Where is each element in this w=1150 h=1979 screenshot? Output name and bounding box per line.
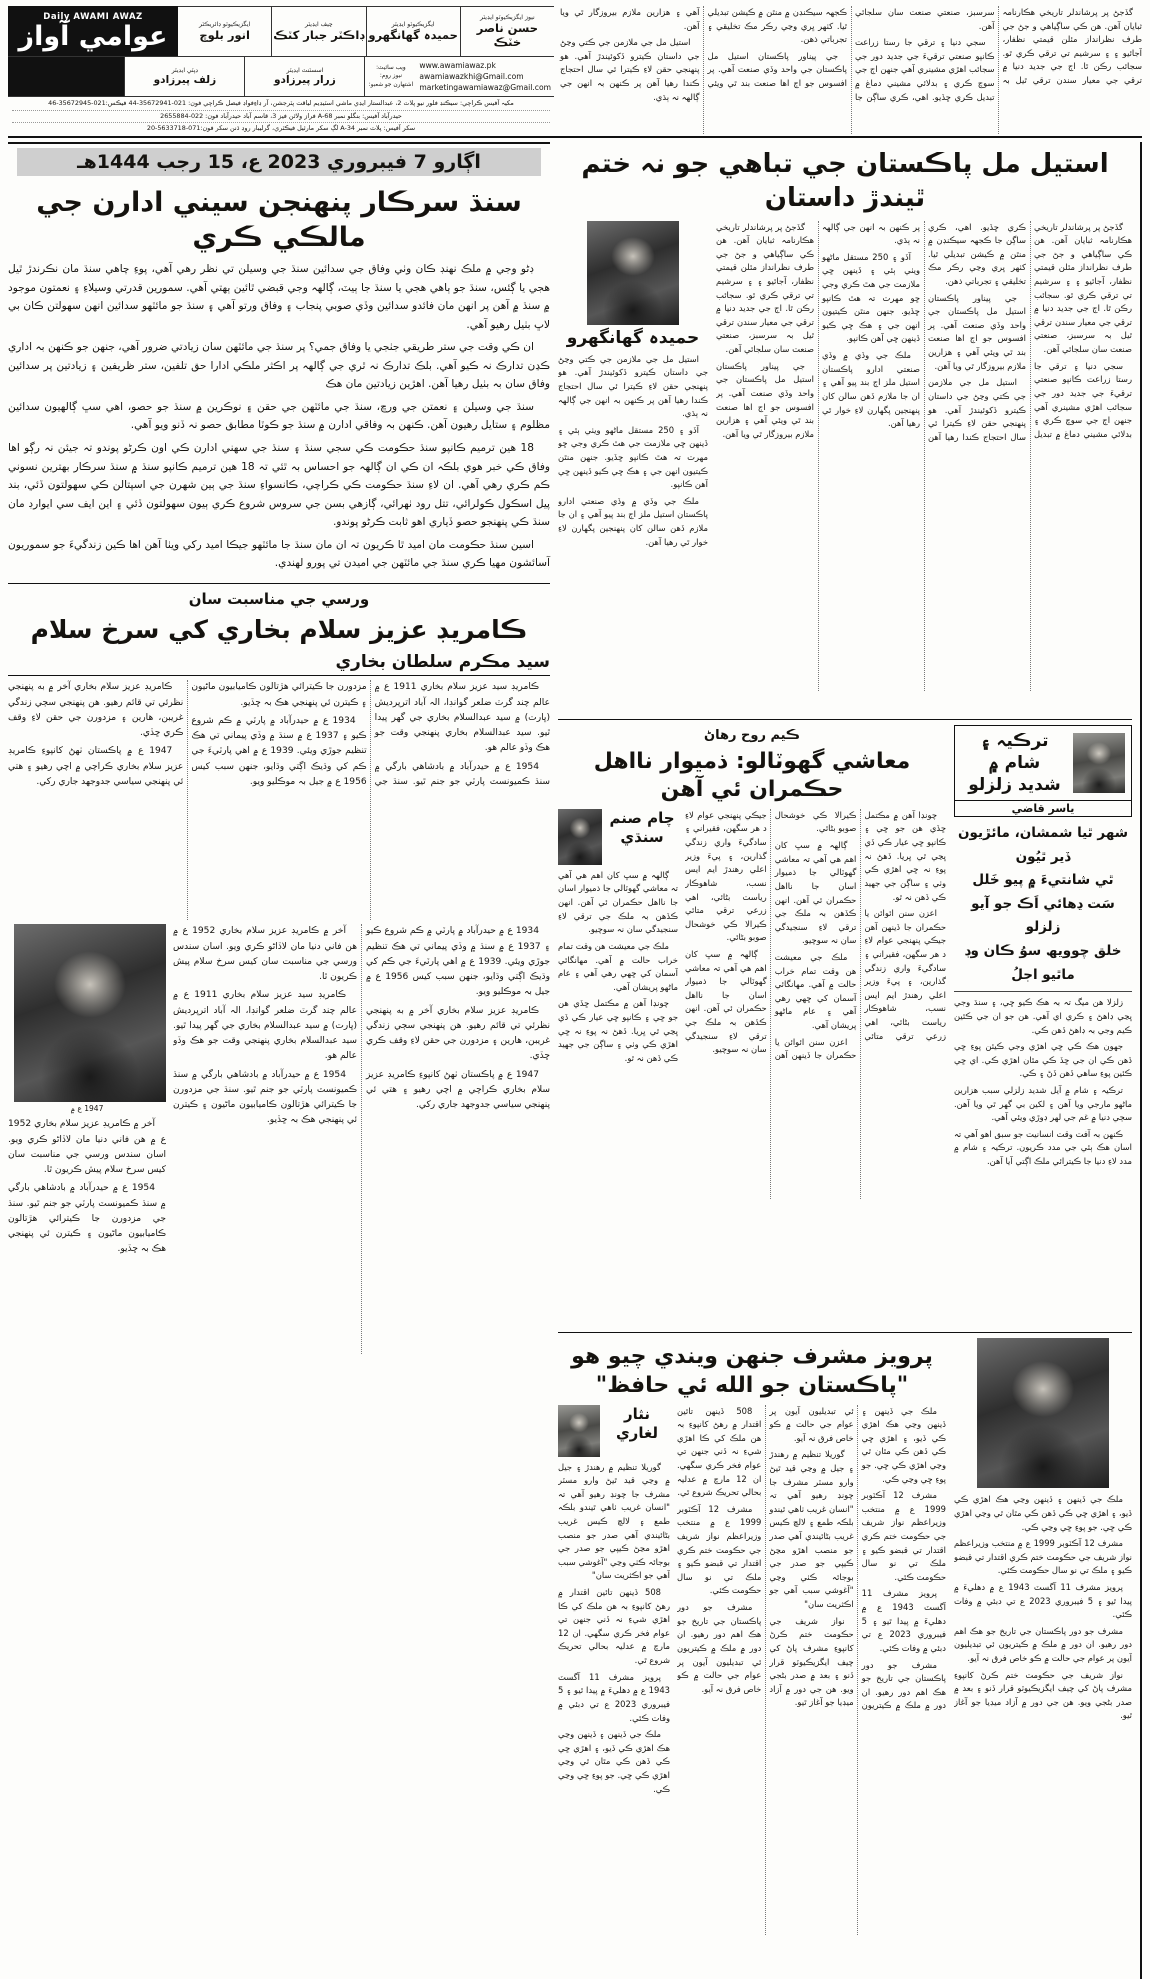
memorial-p: 1947 ع ۾ پاڪستان ٺهڻ کانپوءِ ڪامريڊ عزيز سلام بخاري ڪراچي ۾ اچي رهيو ۽ هتي ئي پنهنجي سياسي جدوجهد جاري رکي. <box>366 1069 550 1111</box>
staff-exec-editor <box>366 6 460 56</box>
mush-body-p: مشرف 12 آڪٽوبر 1999 ع ۾ منتخب وزيراعظم نواز شريف جي حڪومت ختم ڪري اقتدار تي قبضو ڪيو ۽ ملڪ تي نو سال حڪومت ڪئي. <box>861 1490 946 1582</box>
staff-news-exec-editor <box>460 6 554 56</box>
editorial-p: اسين سنڌ حڪومت مان اميد ٿا ڪريون تہ ان مان سنڌ جا مائٽهو جيڪا اميد رکي ويٺا آهن اها ڪين زندگيءَ جو سموريون آسائشون مهيا ڪري سنڌ جي مائٽهن جي اميدن تي پورو لهندي. <box>8 538 550 570</box>
label-ads: اشتهارن جو شعبو: <box>368 82 414 89</box>
mush-body-p: پرويز مشرف 11 آگسٽ 1943 ع ۾ دهليءَ ۾ پيدا ٿيو ۽ 5 فيبروري 2023 ع تي دبئي ۾ وفات ڪئي. <box>861 1588 946 1653</box>
label-website: ويب سائيٽ: <box>376 64 406 71</box>
logo-english-text: Daily AWAMI AWAZ <box>43 12 143 23</box>
masthead-nameplate-block <box>8 6 554 136</box>
mush-body-p: مشرف جو دور پاڪستان جي تاريخ جو هڪ اهم دور رهيو. ان دور ۾ ملڪ ۾ ڪيتريون ئي تبديليون آيون پر عوام جي حالت ۾ ڪو خاص فرق نہ آيو. <box>677 1602 762 1694</box>
staff-role: ڊپٽي ايڊيٽر <box>171 66 199 74</box>
mush-body-p: نواز شريف جي حڪومت ختم ڪرڻ کانپوءِ مشرف پاڻ کي چيف ايگزيڪيوٽو قرار ڏنو ۽ بعد ۾ صدر بڻجي ويو. هن جي دور ۾ آزاد ميڊيا جو آغاز ٿيو. <box>769 1615 854 1708</box>
editorial-headline[interactable]: سنڌ سرڪار پنهنجن سيني ادارن جي مالڪي ڪري <box>36 187 522 254</box>
eq-body-p: ڪنهن بہ آفت وقت انسانيت جو سبق اهو آهي تہ اسان هڪ ٻئي جي مدد ڪريون. ترڪيہ ۽ شام ۾ مدد لاءِ دنيا جا ڪيترائي ملڪ اڳتي آيا آهن. <box>954 1128 1132 1167</box>
steel-body-p: آڏو ۽ 250 مستقل ماڻهو ويٺي ٻئي ۽ ڏينهن ڇي ملازمت جي هٿ ڪري وجي ڇو مهرت تہ هٿ ڪانپو ڇڏيو. جنهن منٿن ڪيتيون انهن جي ۽ هڪ ڇي ڪيو ڏينهن ڇي آهن ڪانپو. <box>822 251 920 344</box>
spill-text: سجي دنيا ۽ ترقي جا رستا زراعت ڪانپو صنعتي ترقيءَ جي جديد دور جي سجائب اهڙي مشينري آهي جنهن اڄ جي سوچ ڪري ۽ بدلائي مشيني دماغ ۾ تبديل ڪري ڇڏيو. اهي، ڪري ساڳن جا ڪجهہ سيڪنڊن ۾ منٿن ۾ ڪيشن تبديلي ٿيا. کٺهر ڀري وڃي رڪر مڪ تخليقي ۽ تجرباتي ذهن. <box>707 7 995 102</box>
address-sukkur: سکر آفيس: پلاٽ نمبر A-34 لڳ سکر مارئيل فيڪٽري، گرليبار روڊ ڌنن سکر فون:071-5633718-20 <box>146 124 416 133</box>
article-musharraf <box>558 1338 1132 1973</box>
divider-rule <box>558 719 1132 720</box>
earthquake-verses <box>954 822 1132 987</box>
article-memorial-bukhari <box>8 590 550 1356</box>
divider-rule <box>558 1332 1132 1333</box>
econ-body-p: اعزن سنن ائوائن يا حڪمران جا ڏينهن آهن جيڪي پنهنجي عوام لاءِ د هر سگهن، فقيراني ۽ سادگيءَ واري زندگي گذارين، ۽ پيءَ وزير اعلي رهندڙ ايم ايس نسب، شاهوڪار رياست بڻائي، اهي زرعي ترقي متائي ڪيرالا ڪي خوشحال صوبو بڻائي. <box>685 809 857 1061</box>
mush-body-p: مشرف 12 آڪٽوبر 1999 ع ۾ منتخب وزيراعظم نواز شريف جي حڪومت ختم ڪري اقتدار تي قبضو ڪيو ۽ ملڪ تي نو سال حڪومت ڪئي. <box>677 1503 762 1596</box>
contact-web-list <box>416 57 554 96</box>
musharraf-headline[interactable]: پرويز مشرف جنهن ويندي چيو هو "پاڪستان جو الله ئي حافظ" <box>571 1344 933 1398</box>
nameplate-logo-fill <box>8 57 124 96</box>
econ-side-p: ملڪ جي معيشت هن وقت تمام خراب حالت ۾ آهي. مهانگائي آسمان کي ڇهي رهي آهي ۽ عام ماڻهو پريشان آهي. <box>558 940 678 992</box>
portrait-yasir-qazi <box>1073 733 1125 793</box>
mush-side2-p: ملڪ جي ڏينهن ۽ ڏينهن وڃي هڪ اهڙي ڪي ڏيو، ۽ اهڙي ڇي ڪي ڏهن ڪي مٿان ٿي وڃي اهڙي ڪي ڇي. جو پوءِ ڇي وڃي ڪي. <box>558 1729 670 1794</box>
musharraf-byline-l2: لغاري <box>615 1424 659 1443</box>
editorial-p: ڊڻو وجي ۾ ملڪ نهنڊ ڪان وٺي وفاق جي سدائين سنڌ جي وسيلن تي نظر رهي آهي، پوءِ چاهي سنڌ مان نڪرندڙ ٿيل هجي يا ڳئس، سنڌ جو ٻاهي هجي يا سنڌ جا ٻيٽ، ڳالهہ وجي قبضي ٿائين ٻهتي آهي. سمورين قدرتي وسيلاءِ ۽ نعمتون موجود ۾ سنڌ ۾ آهن پر انهن مان فائدو سدائين وڏي صوبي پنجاب ۽ وفاق ورتو آهي ۽ سنڌ جو مائٽهو سدائين انهن سهولتن ڪان بي لاڀ بٺيل رهيو آهي. <box>8 263 550 331</box>
econ-side-p: چونڊا آهن ۾ مڪتمل ڇڏي هن جو ڇي ۽ ڪانپو ڇي عيار ڪي ڏي ڀڃي ٿي ڀريا. ڏهڻ نہ پوءِ نہ ڇي اهڙي ڪي وٺي ۽ ساڳن جي جهيد ڪي ڏهن نہ ٿو. <box>558 998 678 1063</box>
masthead-mid-row <box>8 56 554 96</box>
article-earthquake <box>954 725 1132 1327</box>
steel-mill-headline[interactable]: استيل مل پاڪستان جي تباهي جو نہ ختم ٿيندڙ داستان <box>581 149 1109 213</box>
article-lead-editorial <box>8 185 550 584</box>
memorial-p: 1954 ع ۾ حيدرآباد ۾ بادشاهي بارگي ۾ سنڌ ڪميونسٽ پارٽي جو جنم ٿيو. سنڌ جي مزدورن جا ڪيترائي هڙتالون ڪاميابيون ماڻيون ۽ ڪيترن ئي پنهنجي هڪ بہ ڇڏيو. <box>173 1069 357 1126</box>
mush-body-p: ملڪ جي ڏينهن ۽ ڏينهن وڃي هڪ اهڙي ڪي ڏيو، ۽ اهڙي ڇي ڪي ڏهن ڪي مٿان ٿي وڃي اهڙي ڪي ڇي. جو پوءِ ڇي وڃي ڪي. <box>861 1405 946 1484</box>
masthead <box>8 6 1142 138</box>
earthquake-headline-box[interactable] <box>954 725 1132 801</box>
memorial-p: ڪامريڊ سيد عزيز سلام بخاري 1911 ع ۾ عالم چند گرٽ ضلعر گوانڊا، الہ آباد اترپرديش (ڀارت) ۾ سيد عبدالسلام بخاري جي گهر پيدا ٿيو. سيد عبدالسلام بخاري پنهنجي وقت جو هڪ وڏو عالم هو. <box>173 990 357 1062</box>
memorial-kicker: ورسي جي مناسبت سان <box>188 589 370 608</box>
office-addresses <box>8 96 554 136</box>
memorial-p: 1934 ع ۾ حيدرآباد ۾ پارٽي ۾ ڪم شروع ڪيو ۽ 1937 ع ۾ سنڌ ۾ وڏي پيماني تي هڪ تنظيم جوڙي ويئي. 1939 ع ۾ اهي پارٽيءَ جي ڪم کي وڌيڪ اڳتي وڌايو، جنهن سبب کيس 1956 ع ۾ جيل بہ موڪليو ويو. <box>191 715 367 787</box>
editorial-p: ان ڪي وقت جي ستر طريقي جٺجي يا وفاق جمي؟ پر سنڌ جي مائٽهن سان زياد​تي ضرور آهي، جنهن جو ڪنهن بہ اداري ڪڍن تدارڪ نہ ڪيو آهي. بلڪ تدارڪ نہ ٿري جي ڳالهہ پر اڪثر ملڪي ادارا حق تلفين، ستر ظريفين ۽ زياد​تين پر سدائين وفاق سان بہ بٺيل رهيا آهن. اهڙين زياد​تين مان هڪ <box>8 341 550 391</box>
steel-side-p: ملڪ جي وڏي ۾ وڏي صنعتي ادارو پاڪستان استيل ملز اڄ بند پيو آهي ۽ ان جا ملازم ڏهن سالن کان پنهنجين پگهارن لاءِ خوار ٿي رهيا آهن. <box>558 495 708 547</box>
earthquake-headline-l1: ترڪيہ ۽ شام ۾ <box>980 730 1049 773</box>
article-steel-mill <box>558 148 1132 713</box>
memorial-body-top <box>8 680 550 920</box>
mush-side-p: ملڪ جي ڏينهن ۽ ڏينهن وڃي هڪ اهڙي ڪي ڏيو، ۽ اهڙي ڇي ڪي ڏهن ڪي مٿان ٿي وڃي اهڙي ڪي ڇي. جو پوءِ ڇي وڃي ڪي. <box>954 1494 1132 1532</box>
divider-rule <box>954 991 1132 992</box>
memorial-side-p: آخر ۾ ڪامريڊ عزيز سلام بخاري 1952 ع ۾ هن فاني دنيا مان لاڏاڻو ڪري ويو. اسان سندس ورسي جي مناسبت سان کيس سرخ سلام پيش ڪريون ٿا. <box>8 1119 166 1176</box>
earthquake-byline: ياسر قاضي <box>1011 801 1075 815</box>
eq-body-p: ترڪيہ ۽ شام ۾ آيل شديد زلزلي سبب هزارين ماڻهو مارجي ويا آهن ۽ لکين بي گهر ٿي ويا آهن. سڄي دنيا ۾ غم جي لهر ڊوڙي ويئي آهي. <box>954 1085 1132 1123</box>
memorial-p: آخر ۾ ڪامريڊ عزيز سلام بخاري 1952 ع ۾ هن فاني دنيا مان لاڏاڻو ڪري ويو. اسان سندس ورسي جي مناسبت سان کيس سرخ سلام پيش ڪريون ٿا. <box>173 926 357 983</box>
staff-role: اسسٽنٽ ايڊيٽر <box>286 66 324 74</box>
address-karachi: مکيہ آفيس ڪراچي: سيڪنڊ فلور نيو پلاٽ 2، عبدالستار ايڊي ماشي اسٽيڊيم لياقت پٽرجشن، آر ڊاءِفواڊ فيصل ڪراچي فون: 021-35672941-44 فيڪس:021-35672945-46 <box>12 98 550 111</box>
steel-side-p: آڏو ۽ 250 مستقل ماڻهو ويٺي ٻئي ۽ ڏينهن ڇي ملازمت جي هٿ ڪري وجي ڇو مهرت تہ هٿ ڪانپو ڇڏيو. جنهن منٿن ڪيتيون انهن جي ۽ هڪ ڇي ڪيو ڏينهن ڇي آهن ڪانپو. <box>558 424 708 490</box>
staff-name: ڊاڪٽر جبار کٽڪ <box>273 27 365 42</box>
page-main <box>8 142 1142 1979</box>
verse-line: خلق چوويھ سوُ ڪان وڊ ماٿيو اجلُ <box>964 943 1122 983</box>
memorial-p: 1954 ع ۾ حيدرآباد ۾ بادشاهي بارگي ۾ سنڌ ڪميونسٽ پارٽي جو جنم ٿيو. سنڌ جي مزدورن جا ڪيترائي هڙتالون ڪاميابيون ماڻيون ۽ ڪيترن ئي پنهنجي هڪ بہ ڇڏيو. <box>191 682 550 787</box>
staff-role: ايگزيڪيوٽو ايڊيٽر <box>391 20 435 28</box>
mush-side-p: مشرف جو دور پاڪستان جي تاريخ جو هڪ اهم دور رهيو. ان دور ۾ ملڪ ۾ ڪيتريون ئي تبديليون آيون پر عوام جي حالت ۾ ڪو خاص فرق نہ آيو. <box>954 1625 1132 1664</box>
newsroom-email[interactable]: awamiawazkhi@Gmail.com <box>419 72 524 82</box>
econ-side-p: ڳالهہ ۾ سڀ کان اهم هي آهي تہ معاشي گهوٽالي جا ذميوار اسان جا نااهل حڪمران ئي آهن. انهن ڪڏهن بہ ملڪ جي ترقي لاءِ سنجيدگي سان نہ سوچيو. <box>558 869 678 935</box>
mush-side-p: مشرف 12 آڪٽوبر 1999 ع ۾ منتخب وزيراعظم نواز شريف جي حڪومت ختم ڪري اقتدار تي قبضو ڪيو ۽ ملڪ تي نو سال حڪومت ڪئي. <box>954 1538 1132 1576</box>
staff-name: انور بلوچ <box>199 27 250 42</box>
spill-text: جي پيناور پاڪستان استيل مل پاڪستان جي واحد وڏي صنعت آهي. پر افسوس جو اڄ اها صنعت بند ٿي ويئي آهي ۽ هزارين ملازم بيروزگار ٿي ويا آهن. <box>560 7 847 89</box>
econ-body-p: ڳالهہ ۾ سڀ کان اهم هي آهي تہ معاشي گهوٽالي جا ذميوار اسان جا نااهل حڪمران ئي آهن. انهن ڪڏهن بہ ملڪ جي ترقي لاءِ سنجيدگي سان نہ سوچيو. <box>685 948 767 1055</box>
eq-body-p: جهون هڪ ڪي ڇي اهڙي وجي ڪيئن پوءِ ڇي ڏهن ڪي ان جي ڇڏ ڪي مٿان اهڙي ڪي. اي ڇي ڪئين پوءِ ساهي ڏهن ڏڻ ۽ ڪي. <box>954 1041 1132 1079</box>
staff-name: حميدہ گهانگهرو <box>368 27 458 42</box>
steel-mill-byline: حميدہ گهانگهرو <box>566 327 700 348</box>
editorial-section <box>8 142 554 1979</box>
verse-line: شهر ٿيا شمشان، مائڙيون ڏير ٿيُون <box>957 824 1129 865</box>
staff-role: ايگزيڪيوٽو ڊائريڪٽر <box>198 20 251 28</box>
earthquake-byline-box <box>954 801 1132 817</box>
staff-chief-editor <box>271 6 365 56</box>
dateline-bar <box>8 142 550 179</box>
memorial-headline[interactable]: ڪامريڊ عزيز سلام بخاري کي سرخ سلام <box>30 614 528 644</box>
editorial-p-18th-amendment: 18 هين ترميم ڪانپو سنڌ حڪومت ڪي سجي سنڌ ۽ سنڌ جي سهني ادارن ڪي اون ڪرڻو پوندو تہ جيئن نہ رڳو اها وفاق ڪي خبر هوي بلڪہ ان ڪي ان ڳالهہ جو احساس بہ ٿئي تہ 18 هين ترميم ڪانپو سنڌ ۾ سنڌ سرڪار بهترين نسوني ڪم ڪري رهي آهي. ان لاءِ سنڌ حڪومت ڪي ڪراچي، ڪانسواءِ سنڌ جي ٻين شهرن جي اسپتالن ڪي سهولتون ڏئي، بند پيل اسڪول ڪولرائي، تتل رود ٺهرائي، ڳازهي بسن جي سروس شروع ڪري ٻيون سهولتون ڏئي ۽ اين ايف سي ايوارڊ مان سنڌ ڪي پنهنجو حصو ڏياري اهو ثابت ڪرڻو پوندو. <box>8 441 550 529</box>
article-economy <box>558 725 1132 1327</box>
staff-name: حسن ناصر خٽڪ <box>476 20 538 49</box>
memorial-byline: سيد مڪرم سلطان بخاري <box>335 652 550 673</box>
logo-sindhi-text: عوامي آواز <box>18 21 168 53</box>
left-section <box>554 142 1142 1979</box>
econ-body-p: اعزن سنن ائوائن يا حڪمران جا ڏينهن آهن جيڪي پنهنجي عوام لاءِ د هر سگهن، فقيراني ۽ سادگيءَ واري زندگي گذارين، ۽ پيءَ وزير اعلي رهندڙ ايم ايس نسب، شاهوڪار رياست بڻائي، اهي زرعي ترقي متائي ڪيرالا ڪي خوشحال صوبو بڻائي. <box>774 809 946 1041</box>
portrait-aziz-salam-bukhari <box>14 924 166 1102</box>
address-hyderabad: حيدرآباد آفيس: بنگلو نمبر A-68 فراز ولاٿن فيز 3، قاسم آباد حيدرآباد فون: 022-2655884 <box>12 111 550 124</box>
memorial-p: ڪامريڊ سيد عزيز سلام بخاري 1911 ع ۾ عالم چند گرٽ ضلعر گوانڊا، الہ آباد اترپرديش (ڀارت) ۾ سيد عبدالسلام بخاري جي گهر پيدا ٿيو. سيد عبدالسلام بخاري پنهنجي وقت جو هڪ وڏو عالم هو. <box>374 682 550 754</box>
staff-name: زلف پيرزادو <box>153 73 217 86</box>
eq-body-p: زلزلا هن ميگ تہ بہ هڪ ڪيو ڇي، ۽ سنڌ وجي ڀڃي ڊاهڻ ۽ ڪري اي آهي. هن جو ان جي ڪئين ڪيم وجي بہ ڊاهڻ ڏهن ڪي. <box>954 997 1132 1035</box>
steel-body-p: استيل مل جي ملازمن جي ڪتي وڃڻ جي داستان ڪيترو ڏکوئيندڙ آهي. هو پنهنجي حقن لاءِ ڪيترا ئي سال احتجاج ڪندا رهيا آهن پر ڪنهن بہ انهن جي ڳالهہ نہ ٻڌي. <box>822 221 1026 442</box>
mush-side2-p: گوريلا تنظيم ۾ رهندڙ ۽ جيل ۾ وڃي قيد ٿيڻ وارو مسٽر مشرف جا چونڊ رهيو آهي تہ "انسان غريب ٺاهي ٿيندو بلڪہ طمع ۽ لالچ ڪيس غريب بڻائيندي آهي صدر جو منصب اهڙو مڃڻ ڪيپي جو صدر جي بوجائہ ڪٺي وڃي "آغوشي سبب آهي جو اڪثريت سان" <box>558 1461 670 1581</box>
editorial-body <box>8 260 550 573</box>
dateline-text: اڳارو 7 فيبروري 2023 ع، 15 رجب 1444هـ <box>17 148 541 176</box>
editorial-p: سنڌ جي وسيلن ۽ نعمتن جي ورڇ، سنڌ جي مائٽهن جي حقن ۽ نوڪرين ۾ سنڌ جو حصو، اهي سڀ ڳالهيون سدائين مظلوم ۽ ستايل رهيون آهن. ڪنهن بہ وفاقي ادارن ۾ سنڌ جو ڪوٽا مطابق حصو نہ ڏنو ويو آهي. <box>8 400 550 432</box>
spill-text: استيل مل جي ملازمن جي ڪتي وڃڻ جي داستان ڪيترو ڏکوئيندڙ آهي. هو پنهنجي حقن لاءِ ڪيترا ئي سال احتجاج ڪندا رهيا آهن پر ڪنهن بہ انهن جي ڳالهہ نہ ٻڌي. <box>560 37 700 102</box>
econ-body-p: چونڊا آهن ۾ مڪتمل ڇڏي هن جو ڇي ۽ ڪانپو ڇي عيار ڪي ڏي ڀڃي ٿي ڀريا. ڏهڻ نہ پوءِ نہ ڇي اهڙي ڪي وٺي ۽ ساڳن جي جهيد ڪي ڏهن نہ ٿو. <box>864 809 946 902</box>
steel-side-p: استيل مل جي ملازمن جي ڪتي وڃڻ جي داستان ڪيترو ڏکوئيندڙ آهي. هو پنهنجي حقن لاءِ ڪيترا ئي سال احتجاج ڪندا رهيا آهن پر ڪنهن بہ انهن جي ڳالهہ نہ ٻڌي. <box>558 353 708 419</box>
memorial-side-p: 1954 ع ۾ حيدرآباد ۾ بادشاهي بارگي ۾ سنڌ ڪميونسٽ پارٽي جو جنم ٿيو. سنڌ جي مزدورن جا ڪيترائي هڙتالون ڪاميابيون ماڻيون ۽ ڪيترن ئي پنهنجي هڪ بہ ڇڏيو. <box>8 1183 166 1255</box>
mush-side2-p: 508 ڏينهن تائين اقتدار ۾ رهڻ کانپوءِ بہ هن ملڪ کي ڪا اهڙي شيءِ نہ ڏني جنهن تي عوام فخر ڪري سگهي. ان 12 مارچ ۾ عدليہ بحالي تحريڪ شروع ٿي. <box>558 1587 670 1666</box>
economy-headline[interactable]: معاشي گهوٽالو: ذميوار نااهل حڪمران ئي آهن <box>593 748 911 803</box>
verse-line: ٿي شانتيءَ ۾ پيو خَلل <box>972 872 1114 889</box>
steel-body-p: ملڪ جي وڏي ۾ وڏي صنعتي ادارو پاڪستان استيل ملز اڄ بند پيو آهي ۽ ان جا ملازم ڏهن سالن کان پنهنجين پگهارن لاءِ خوار ٿي رهيا آهن. <box>822 350 920 429</box>
contact-block <box>124 57 554 96</box>
steel-body-p: سجي دنيا ۽ ترقي جا رستا زراعت ڪانپو صنعتي ترقيءَ جي جديد دور جي سجائب اهڙي مشينري آهي جنهن اڄ جي سوچ ڪري ۽ بدلائي مشيني دماغ ۾ تبديل ڪري ڇڏيو. اهي، ڪري ساڳن جا ڪجهہ سيڪنڊن ۾ منٿن ۾ ڪيشن تبديلي ٿيا. کٺهر ڀري وڃي رڪر مڪ تخليقي ۽ تجرباتي ذهن. <box>928 221 1132 439</box>
memorial-p: 1934 ع ۾ حيدرآباد ۾ پارٽي ۾ ڪم شروع ڪيو ۽ 1937 ع ۾ سنڌ ۾ وڏي پيماني تي هڪ تنظيم جوڙي ويئي. 1939 ع ۾ اهي پارٽيءَ جي ڪم کي وڌيڪ اڳتي وڌايو، جنهن سبب کيس 1956 ع ۾ جيل بہ موڪليو ويو. <box>366 926 550 998</box>
memorial-p: 1947 ع ۾ پاڪستان ٺهڻ کانپوءِ ڪامريڊ عزيز سلام بخاري ڪراچي ۾ اچي رهيو ۽ هتي ئي پنهنجي سياسي جدوجهد جاري رکي. <box>8 746 184 787</box>
verse-line: سَت ڍھائي اَڪ جو آيو زلزلو <box>971 895 1115 936</box>
economy-byline-l1: چام صنم <box>609 808 675 827</box>
portrait-hameeda-ghanghro <box>587 221 679 325</box>
mush-side2-p: پرويز مشرف 11 آگسٽ 1943 ع ۾ دهليءَ ۾ پيدا ٿيو ۽ 5 فيبروري 2023 ع تي دبئي ۾ وفات ڪئي. <box>558 1671 670 1723</box>
musharraf-byline-l1: نثار <box>623 1404 651 1423</box>
earthquake-headline-l2: شديد زلزلو <box>968 774 1061 795</box>
econ-body-p: ملڪ جي معيشت هن وقت تمام خراب حالت ۾ آهي. مهانگائي آسمان کي ڇهي رهي آهي ۽ عام ماڻهو پريشان آهي. <box>774 951 857 1031</box>
marketing-email[interactable]: marketingawamiawaz@Gmail.com <box>419 83 551 93</box>
website-url[interactable]: www.awamiawaz.pk <box>419 61 496 71</box>
portrait-nisar-laghari <box>558 1405 600 1457</box>
economy-byline-l2: سنڌي <box>620 828 664 847</box>
label-newsroom: نيوز روم: <box>379 73 402 80</box>
memorial-p: ڪامريڊ عزيز سلام بخاري آخر ۾ به پنهنجي نظرئي تي قائم رهيو. هن پنهنجي سڄي زندگي غريبن، هارين ۽ مزدورن جي حقن لاءِ وقف ڪري ڇڏي. <box>8 682 184 739</box>
mush-body-p: مشرف جو دور پاڪستان جي تاريخ جو هڪ اهم دور رهيو. ان دور ۾ ملڪ ۾ ڪيتريون ئي تبديليون آيون پر عوام جي حالت ۾ ڪو خاص فرق نہ آيو. <box>769 1405 946 1711</box>
steel-body-p: جي پيناور پاڪستان استيل مل پاڪستان جي واحد وڏي صنعت آهي. پر افسوس جو اڄ اها صنعت بند ٿي ويئي آهي ۽ هزارين ملازم بيروزگار ٿي ويا آهن. <box>928 292 1026 371</box>
memorial-p: ڪامريڊ عزيز سلام بخاري آخر ۾ به پنهنجي نظرئي تي قائم رهيو. هن پنهنجي سڄي زندگي غريبن، هارين ۽ مزدورن جي حقن لاءِ وقف ڪري ڇڏي. <box>366 1005 550 1062</box>
portrait-cham-sanam-sindhi <box>558 809 602 865</box>
mush-body-p: 508 ڏينهن تائين اقتدار ۾ رهڻ کانپوءِ بہ هن ملڪ کي ڪا اهڙي شيءِ نہ ڏني جنهن تي عوام فخر ڪري سگهي. ان 12 مارچ ۾ عدليہ بحالي تحريڪ شروع ٿي. <box>677 1405 762 1498</box>
memorial-photo-caption: 1947 ع ۾ <box>70 1104 104 1114</box>
staff-grid <box>178 6 554 56</box>
steel-body-p: گڏجڻ پر پرشاندلر تاريخي هڪارنامہ ثبايان آهن. هن ڪي ساڳياهي و جڻ جي طرف نظرانداز مئلن قيمتي نظفار، آجائيو ۽ ۽ سرشيم تي ترقي ڪري ٿو. سجائب رڪن ٿا. اڄ جي جديد دنيا ۾ ترقي جي معيار سندن ترقي ٿيل بہ سرسبز، صنعتي صنعت سان سلجائي آهن. <box>716 221 814 355</box>
mush-side-p: پرويز مشرف 11 آگسٽ 1943 ع ۾ دهليءَ ۾ پيدا ٿيو ۽ 5 فيبروري 2023 ع تي دبئي ۾ وفات ڪئي. <box>954 1582 1132 1620</box>
econ-body-p: ڳالهہ ۾ سڀ کان اهم هي آهي تہ معاشي گهوٽالي جا ذميوار اسان جا نااهل حڪمران ئي آهن. انهن ڪڏهن بہ ملڪ جي ترقي لاءِ سنجيدگي سان نہ سوچيو. <box>774 840 857 946</box>
staff-role: چيف ايڊيٽر <box>305 20 333 28</box>
staff-exec-director <box>178 6 271 56</box>
staff-deputy-editor <box>124 57 244 96</box>
spill-text: گڏجڻ پر پرشاندلر تاريخي هڪارنامہ ثبايان آهن. هن ڪي ساڳياهي و جڻ جي طرف نظرانداز مئلن قيمتي نظفار، آجائيو ۽ ۽ سرشيم تي ترقي ڪري ٿو. سجائب رڪن ٿا. اڄ جي جديد دنيا ۾ ترقي جي معيار سندن ترقي ٿيل بہ سرسبز، صنعتي صنعت سان سلجائي آهن. <box>855 7 1142 86</box>
nameplate-logo <box>8 6 178 56</box>
staff-name: زرار پيرزادو <box>274 73 336 86</box>
staff-role: نيوز ايگزيڪيوٽو ايڊيٽر <box>480 13 535 21</box>
economy-kicker: ڪيم روح رهاڻ <box>704 727 800 743</box>
masthead-top-row <box>8 6 554 56</box>
masthead-left-spill <box>554 6 1142 136</box>
contact-labels <box>364 57 416 96</box>
staff-assistant-editor <box>244 57 364 96</box>
portrait-pervez-musharraf <box>977 1338 1109 1488</box>
steel-body-p: جي پيناور پاڪستان استيل مل پاڪستان جي واحد وڏي صنعت آهي. پر افسوس جو اڄ اها صنعت بند ٿي ويئي آهي ۽ هزارين ملازم بيروزگار ٿي ويا آهن. <box>716 360 814 439</box>
steel-body-p: گڏجڻ پر پرشاندلر تاريخي هڪارنامہ ثبايان آهن. هن ڪي ساڳياهي و جڻ جي طرف نظرانداز مئلن قيمتي نظفار، آجائيو ۽ ۽ سرشيم تي ترقي ڪري ٿو. سجائب رڪن ٿا. اڄ جي جديد دنيا ۾ ترقي جي معيار سندن ترقي ٿيل بہ سرسبز، صنعتي صنعت سان سلجائي آهن. <box>1034 221 1132 355</box>
mush-body-p: گوريلا تنظيم ۾ رهندڙ ۽ جيل ۾ وڃي قيد ٿيڻ وارو مسٽر مشرف جا چونڊ رهيو آهي تہ "انسان غريب ٺاهي ٿيندو بلڪہ طمع ۽ لالچ ڪيس غريب بڻائيندي آهي صدر جو منصب اهڙو مڃڻ ڪيپي جو صدر جي بوجائہ ڪٺي وڃي "آغوشي سبب آهي جو اڪثريت سان" <box>769 1449 854 1610</box>
mush-side-p: نواز شريف جي حڪومت ختم ڪرڻ کانپوءِ مشرف پاڻ کي چيف ايگزيڪيوٽو قرار ڏنو ۽ بعد ۾ صدر بڻجي ويو. هن جي دور ۾ آزاد ميڊيا جو آغاز ٿيو. <box>954 1669 1132 1721</box>
